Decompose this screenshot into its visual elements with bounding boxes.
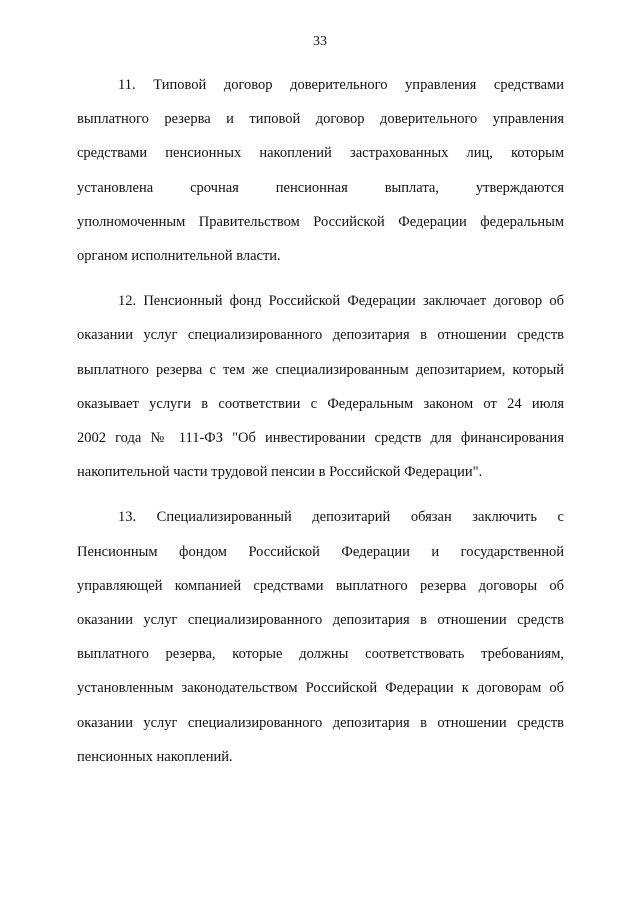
paragraph-line: Пенсионным фондом Российской Федерации и государственной bbox=[77, 543, 564, 560]
paragraph-11 bbox=[77, 68, 564, 273]
paragraph-line: выплатного резерва, которые должны соответствовать требованиям, bbox=[77, 646, 564, 663]
paragraph-line: 11. Типовой договор доверительного управления средствами bbox=[118, 77, 564, 93]
paragraph-line: выплатного резерва и типовой договор доверительного управления bbox=[77, 111, 564, 128]
paragraph-line: установленным законодательством Российской Федерации к договорам об bbox=[77, 680, 564, 697]
page-number: 33 bbox=[313, 34, 327, 49]
paragraph-line: 12. Пенсионный фонд Российской Федерации заключает договор об bbox=[118, 293, 564, 310]
paragraph-line: 2002 года № 111-ФЗ "Об инвестировании средств для финансирования bbox=[77, 430, 564, 447]
paragraph-line: установлена срочная пенсионная выплата, утверждаются bbox=[77, 179, 564, 196]
paragraph-line: оказывает услуги в соответствии с Федеральным законом от 24 июля bbox=[77, 395, 564, 412]
paragraph-line: оказании услуг специализированного депозитария в отношении средств bbox=[77, 714, 564, 731]
paragraph-line: накопительной части трудовой пенсии в Российской Федерации". bbox=[77, 464, 483, 481]
paragraph-line: пенсионных накоплений. bbox=[77, 748, 233, 765]
paragraph-line: оказании услуг специализированного депозитария в отношении средств bbox=[77, 612, 564, 629]
paragraph-line: оказании услуг специализированного депозитария в отношении средств bbox=[77, 327, 564, 344]
paragraph-line: 13. Специализированный депозитарий обязан заключить с bbox=[118, 509, 564, 526]
paragraph-line: выплатного резерва с тем же специализированным депозитарием, который bbox=[77, 361, 564, 378]
paragraph-line: органом исполнительной власти. bbox=[77, 248, 281, 265]
document-body bbox=[77, 68, 564, 785]
paragraph-13 bbox=[77, 500, 564, 774]
paragraph-12 bbox=[77, 284, 564, 489]
paragraph-line: управляющей компанией средствами выплатного резерва договоры об bbox=[77, 577, 564, 594]
paragraph-line: уполномоченным Правительством Российской Федерации федеральным bbox=[77, 213, 564, 230]
paragraph-line: средствами пенсионных накоплений застрахованных лиц, которым bbox=[77, 145, 564, 162]
